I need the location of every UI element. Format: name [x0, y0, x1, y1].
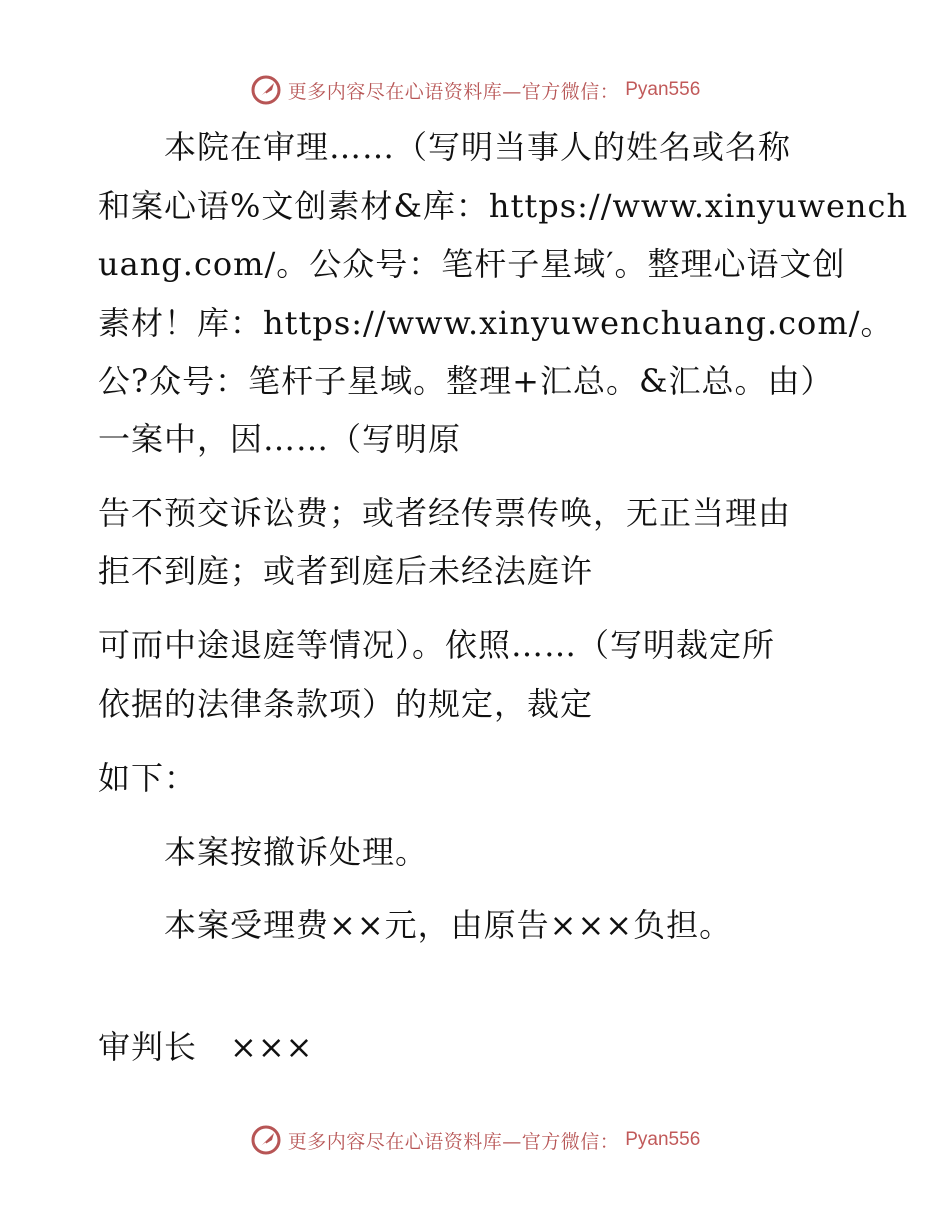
quill-logo-icon: [250, 74, 282, 106]
text-line: 可而中途退庭等情况）。依照……（写明裁定所: [98, 626, 776, 664]
watermark-text: 更多内容尽在心语资料库—官方微信：: [287, 80, 620, 103]
text-line: 告不预交诉讼费；或者经传票传唤，无正当理由: [98, 494, 792, 532]
text-line: 和案心语%文创素材&库：https://www.xinyuwench: [98, 187, 909, 225]
text-line: 本案按撤诉处理。: [98, 833, 429, 871]
text-line: 如下：: [98, 759, 198, 797]
text-line: 本案受理费××元，由原告×××负担。: [98, 906, 733, 944]
wechat-id: Pyan556: [625, 79, 701, 100]
text-line: 本院在审理……（写明当事人的姓名或名称: [98, 128, 792, 166]
signature-line: 审判长 ×××: [98, 1028, 314, 1066]
text-line: 拒不到庭；或者到庭后未经法庭许: [98, 552, 594, 590]
watermark-text: 更多内容尽在心语资料库—官方微信：: [287, 1130, 620, 1153]
footer-watermark: [0, 1120, 950, 1160]
header-watermark: [0, 70, 950, 110]
wechat-id: Pyan556: [625, 1129, 701, 1150]
text-line: 素材！库：https://www.xinyuwenchuang.com/。: [98, 304, 894, 342]
text-line: uang.com/。公众号：笔杆子星域′。整理心语文创: [98, 245, 846, 283]
text-line: 一案中，因……（写明原: [98, 420, 462, 458]
quill-logo-icon: [250, 1124, 282, 1156]
text-line: 公?众号：笔杆子星域。整理+汇总。&汇总。由）: [98, 362, 834, 400]
text-line: 依据的法律条款项）的规定，裁定: [98, 685, 594, 723]
